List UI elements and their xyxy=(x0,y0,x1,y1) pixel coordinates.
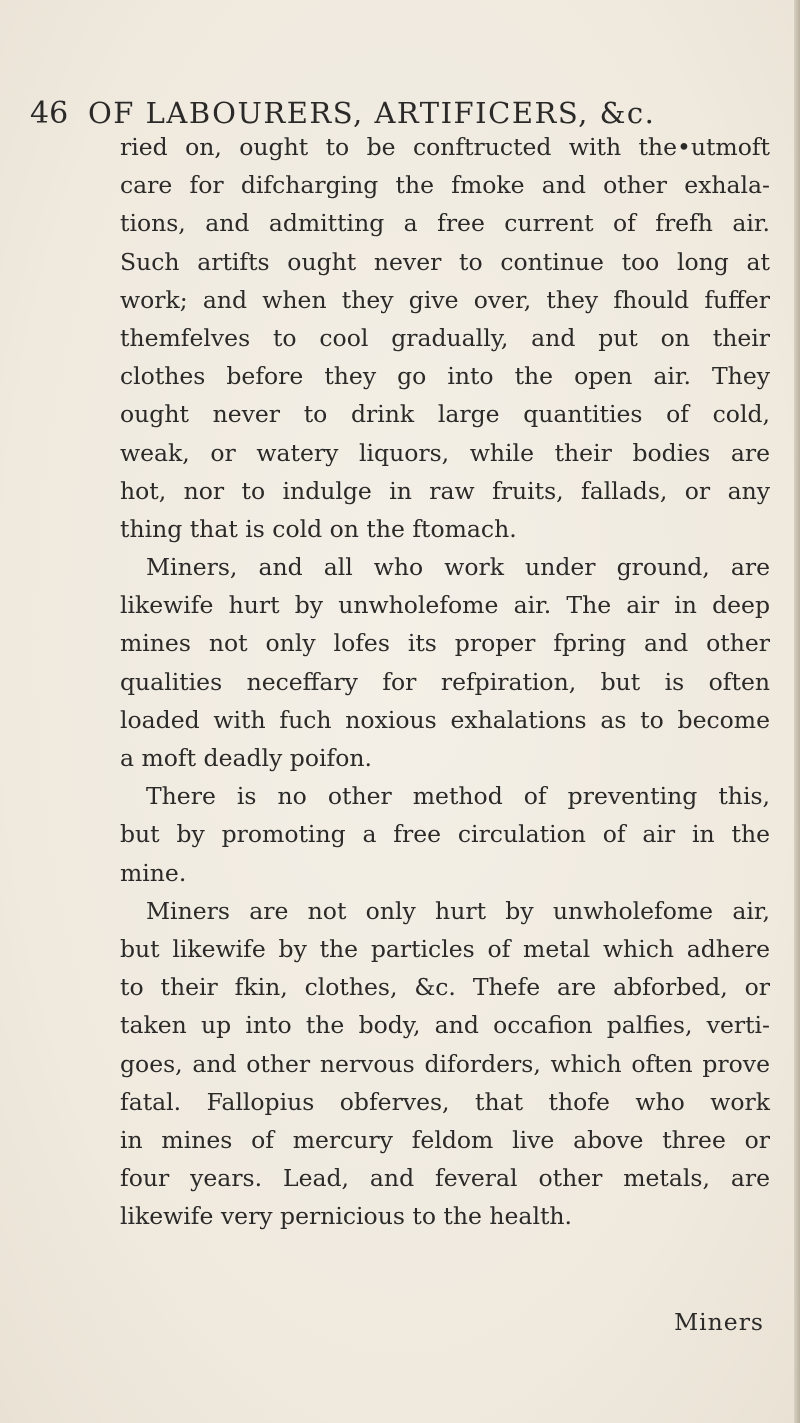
text-line: weak, or watery liquors, while their bodies are xyxy=(120,438,770,467)
running-head: OF LABOURERS, ARTIFICERS, &c. xyxy=(88,96,656,130)
text-line: in mines of mercury feldom live above three or xyxy=(120,1125,770,1154)
text-line: care for difcharging the fmoke and other exhala- xyxy=(120,171,770,200)
text-line: four years. Lead, and feveral other metals, are xyxy=(120,1164,770,1193)
text-line: themfelves to cool gradually, and put on their xyxy=(120,323,770,352)
text-line: work; and when they give over, they fhould fuffer xyxy=(120,285,770,314)
text-line: but likewife by the particles of metal which adhere xyxy=(120,934,770,963)
text-line: to their fkin, clothes, &c. Thefe are abforbed, or xyxy=(120,973,770,1002)
text-line: clothes before they go into the open air. They xyxy=(120,362,770,391)
text-line: Miners are not only hurt by unwholefome air, xyxy=(146,896,770,925)
text-line: a moft deadly poifon. xyxy=(120,744,372,772)
page-number: 46 xyxy=(30,96,69,131)
text-line: Such artifts ought never to continue too long at xyxy=(120,247,770,276)
text-line: taken up into the body, and occafion palfies, verti- xyxy=(120,1011,770,1040)
text-line: fatal. Fallopius obferves, that thofe who work xyxy=(120,1087,770,1116)
text-line: but by promoting a free circulation of air in the xyxy=(120,820,770,849)
text-line: likewife hurt by unwholefome air. The air in deep xyxy=(120,591,770,620)
text-line: goes, and other nervous diforders, which often prove xyxy=(120,1049,770,1078)
text-line: ought never to drink large quantities of cold, xyxy=(120,400,770,429)
text-line: likewife very pernicious to the health. xyxy=(120,1202,573,1231)
catchword: Miners xyxy=(674,1308,764,1336)
body-text xyxy=(120,128,770,1235)
text-line: There is no other method of preventing this, xyxy=(146,782,770,811)
text-line: thing that is cold on the ftomach. xyxy=(120,514,517,543)
text-line: qualities neceffary for refpiration, but is often xyxy=(120,667,770,696)
text-line: Miners, and all who work under ground, are xyxy=(146,553,770,582)
text-line: hot, nor to indulge in raw fruits, fallads, or any xyxy=(120,476,770,505)
page-edge xyxy=(794,0,800,1423)
text-line: mine. xyxy=(120,858,187,887)
page-footer xyxy=(120,1308,770,1348)
text-line: tions, and admitting a free current of frefh air. xyxy=(120,209,770,238)
text-line: loaded with fuch noxious exhalations as to become xyxy=(120,705,770,734)
text-line: mines not only lofes its proper fpring and other xyxy=(120,629,770,658)
text-line: ried on, ought to be conftructed with the•utmoft xyxy=(120,133,770,161)
